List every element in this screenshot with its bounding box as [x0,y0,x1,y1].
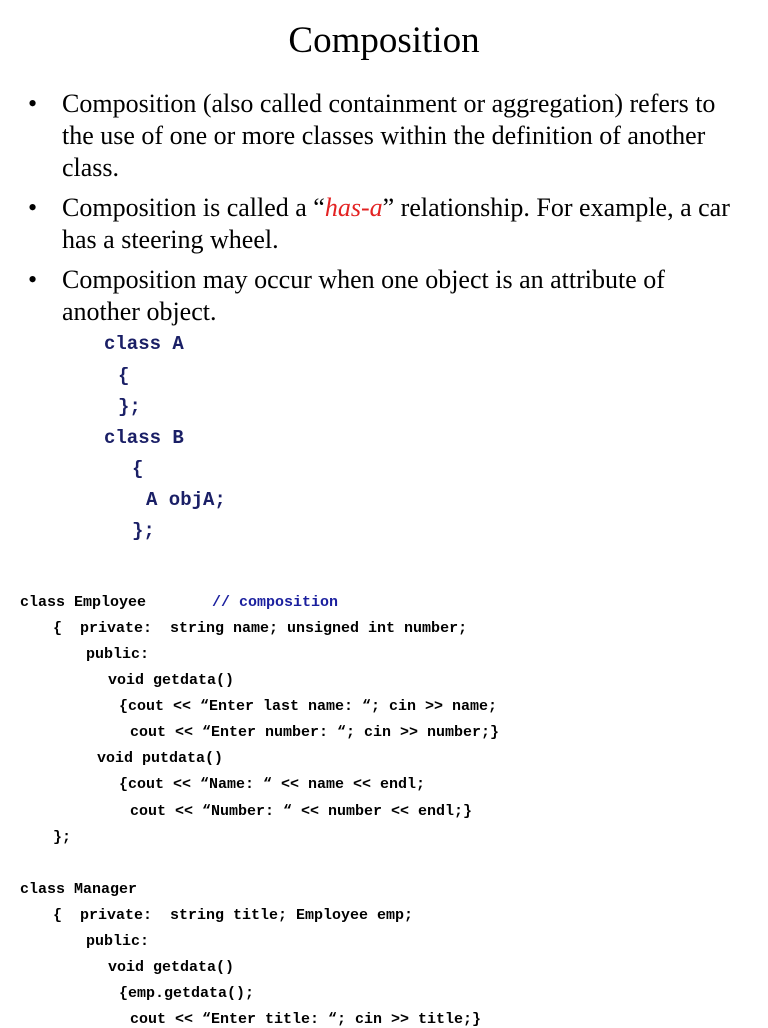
bullet-item [28,264,748,328]
code-line: { private: string title; Employee emp; [53,907,414,924]
bullet-list [28,88,748,336]
code-line: public: [86,646,150,663]
code-keyword: class Employee [20,594,147,611]
slide-title: Composition [288,20,480,61]
code-line: cout << “Enter title: “; cin >> title;} [130,1011,482,1028]
bullet-item [28,192,748,256]
code-line: void getdata() [108,959,235,976]
code-line: {cout << “Enter last name: “; cin >> name; [119,698,498,715]
code-line: {cout << “Name: “ << name << endl; [119,776,426,793]
code-line: { private: string name; unsigned int number; [53,620,468,637]
code-line: class B [104,427,184,449]
code-line: }; [53,829,72,846]
bullet-text: Composition may occur when one object is an attribute of another object. [62,265,665,326]
code-line: { [118,365,130,387]
bullet-text: Composition (also called containment or aggregation) refers to the use of one or more classes within the definition of another class. [62,89,716,182]
code-line: class Manager [20,881,138,898]
bullet-emphasis: has-a [324,193,383,222]
bullet-item [28,88,748,184]
code-line: cout << “Enter number: “; cin >> number;} [130,724,500,741]
code-line: public: [86,933,150,950]
bullet-text-pre: Composition is called a “ [62,193,325,222]
code-line: void putdata() [97,750,224,767]
bullet-dot: • [28,89,38,118]
bullet-dot: • [28,265,38,294]
code-line: { [132,458,144,480]
code-line: }; [132,520,155,542]
bullet-dot: • [28,193,38,222]
code-line: void getdata() [108,672,235,689]
code-line: class A [104,333,184,355]
code-comment: // composition [212,594,339,611]
code-line [20,594,338,611]
code-line: A objA; [146,489,226,511]
code-line: cout << “Number: “ << number << endl;} [130,803,473,820]
code-line: }; [118,396,141,418]
bullet-text-post: ” relationship. For example, a car has a steering wheel. [62,193,730,254]
code-line: {emp.getdata(); [119,985,255,1002]
